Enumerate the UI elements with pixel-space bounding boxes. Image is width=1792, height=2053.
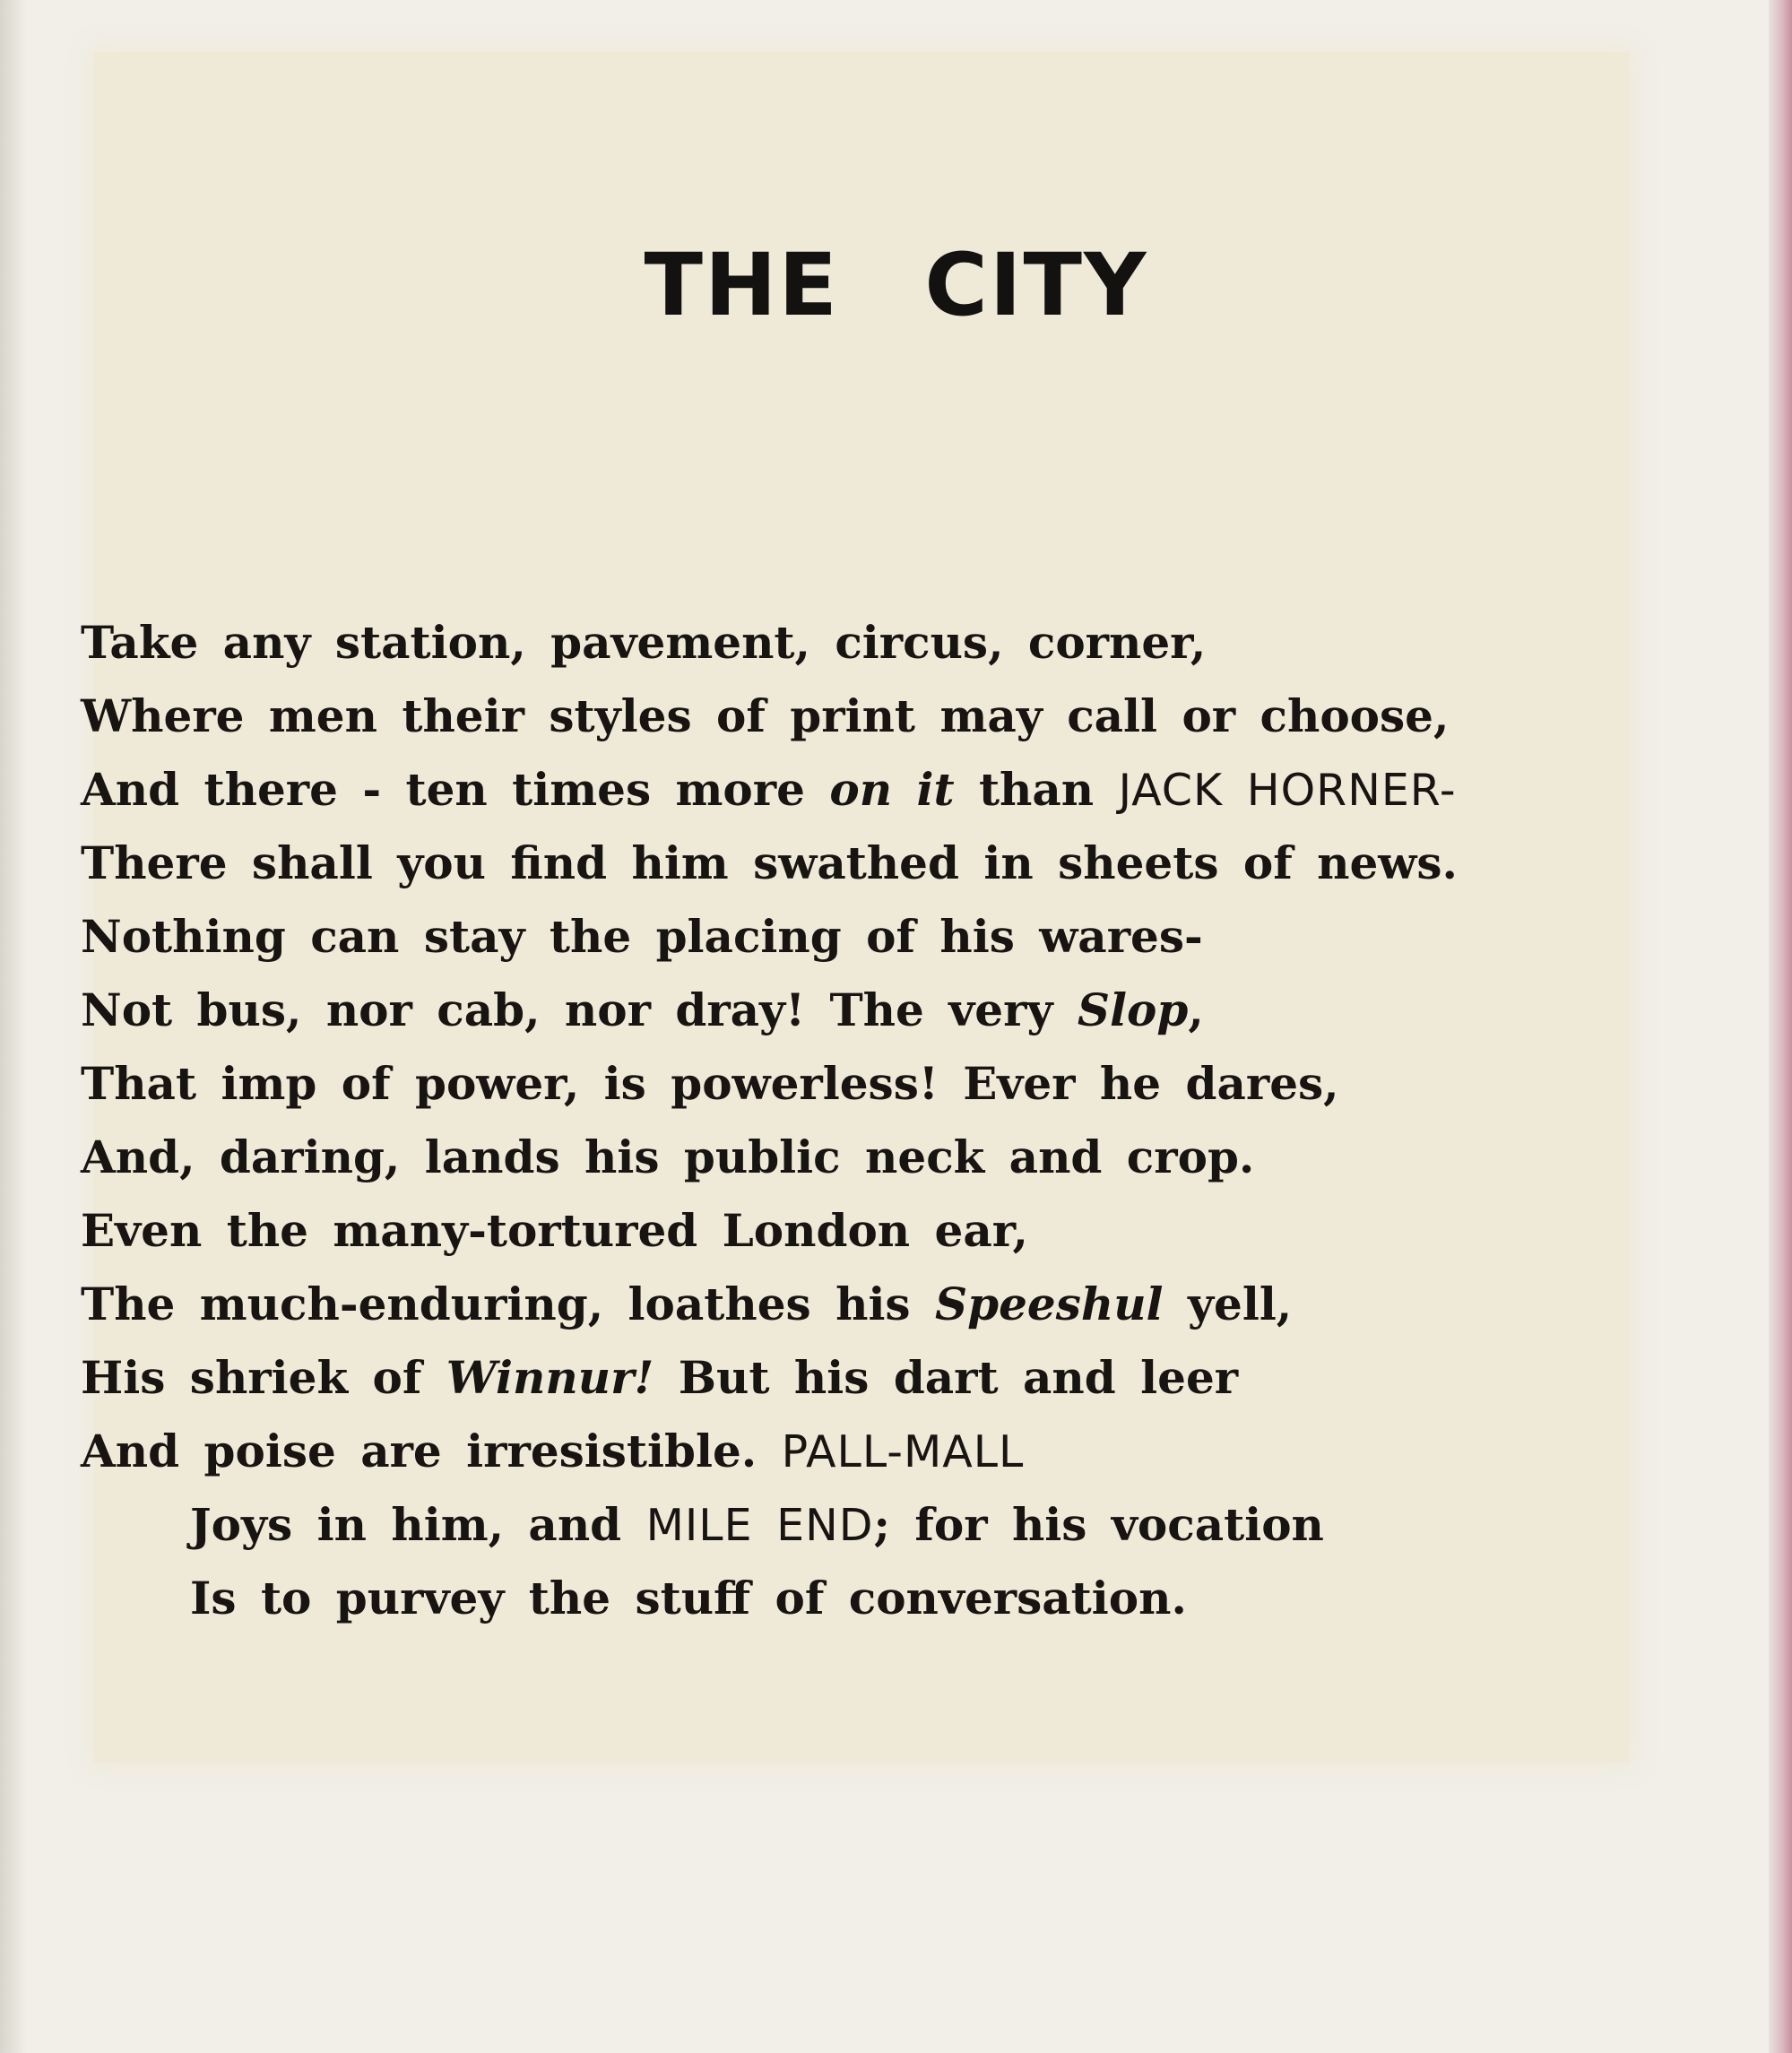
poem-line-13-end: ; for his vocation xyxy=(873,1498,1324,1551)
poem-line-7: That imp of power, is powerless! Ever he dares, xyxy=(81,1057,1339,1110)
poem-line-4: There shall you find him swathed in sheets of news. xyxy=(81,836,1458,889)
poem-line-3-italic: on it xyxy=(829,763,955,816)
poem-line-3-text: And there - ten times more xyxy=(81,763,830,816)
poem-line-14: Is to purvey the stuff of conversation. xyxy=(190,1572,1187,1624)
poem-line-13-text: Joys in him, and xyxy=(190,1498,646,1551)
poem-line-11-text: His shriek of xyxy=(81,1351,446,1404)
poem-line-13-caps: MILE END xyxy=(645,1500,874,1551)
poem-line-6 xyxy=(81,974,1641,1047)
poem-line-5: Nothing can stay the placing of his wares- xyxy=(81,910,1203,963)
poem-line-6-text: Not bus, nor cab, nor dray! The very xyxy=(81,983,1078,1036)
poem-line-10-end: yell, xyxy=(1163,1278,1293,1330)
poem-line-6-end: , xyxy=(1188,983,1204,1036)
poem-line-8: And, daring, lands his public neck and crop. xyxy=(81,1130,1255,1183)
poem-line-10-italic: Speeshul xyxy=(935,1278,1164,1330)
poem-line-10 xyxy=(81,1268,1641,1341)
poem-line-3 xyxy=(81,753,1641,827)
poem-line-6-italic: Slop xyxy=(1077,983,1189,1036)
poem-line-12 xyxy=(81,1415,1641,1488)
poem-line-12-text: And poise are irresistible. xyxy=(81,1425,782,1477)
poem-line-9: Even the many-tortured London ear, xyxy=(81,1204,1028,1257)
poem-line-11-end: But his dart and leer xyxy=(654,1351,1239,1404)
poem-line-11-italic: Winnur! xyxy=(446,1351,654,1404)
poem-line-10-text: The much-enduring, loathes his xyxy=(81,1278,935,1330)
poem-line-1: Take any station, pavement, circus, corner, xyxy=(81,616,1207,669)
poem-title: THE CITY xyxy=(644,235,1148,335)
poem-line-2: Where men their styles of print may call or choose, xyxy=(81,689,1450,742)
poem-line-3-caps: JACK HORNER- xyxy=(1118,765,1457,816)
poem-line-3-than: than xyxy=(954,763,1119,816)
poem-line-13 xyxy=(81,1488,1641,1562)
poem-line-12-caps: PALL-MALL xyxy=(781,1426,1025,1477)
poem-line-11 xyxy=(81,1341,1641,1415)
poem-body xyxy=(81,606,1641,1635)
